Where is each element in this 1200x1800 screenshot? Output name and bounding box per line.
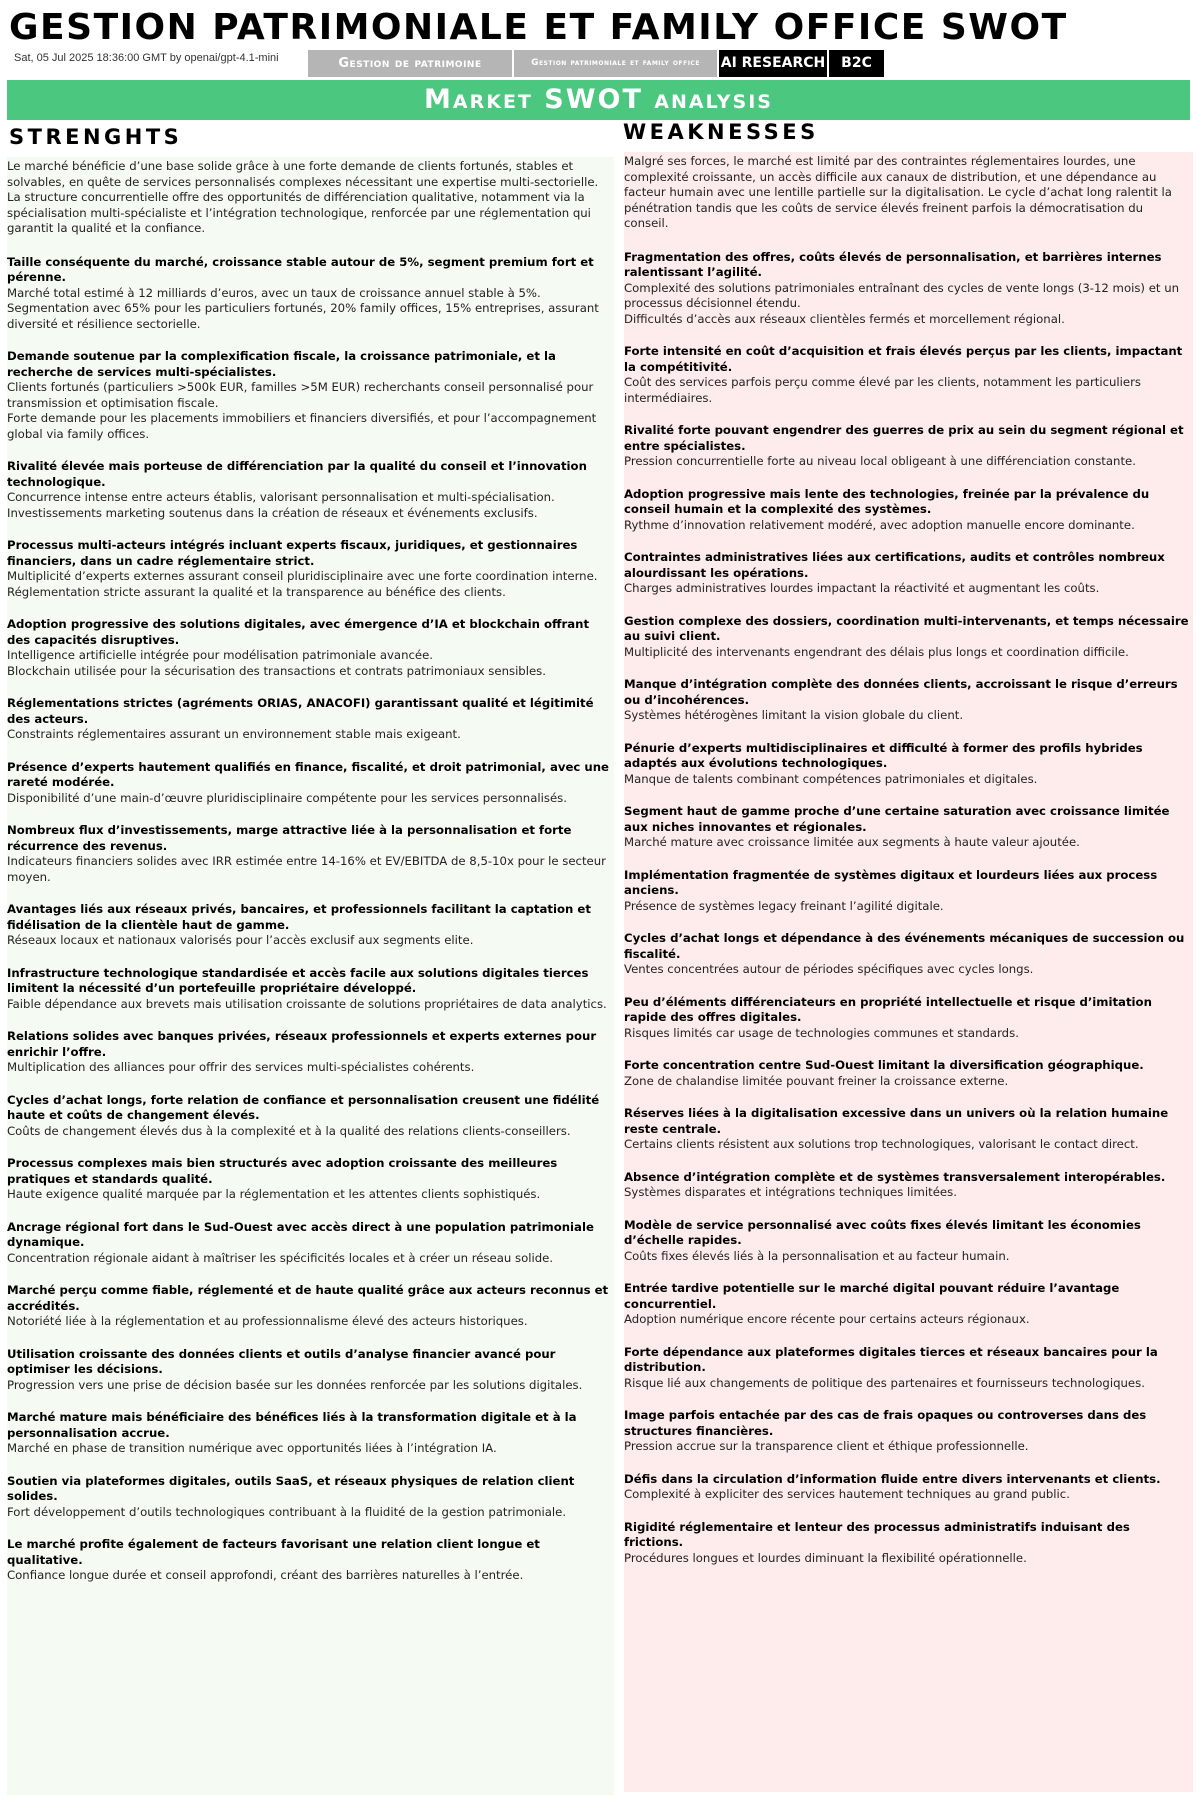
strengths-list [7, 255, 612, 1584]
strength-item-body: Multiplicité d’experts externes assurant conseil pluridisciplinaire avec une forte coordination interne. Réglementation stricte assurant la qualité et la transparence au bénéfice des clients. [7, 569, 598, 599]
strength-item [7, 617, 612, 679]
strength-item [7, 1347, 612, 1394]
weakness-item [624, 1408, 1189, 1455]
weakness-item-body: Risque lié aux changements de politique des partenaires et fournisseurs technologiques. [624, 1375, 1145, 1390]
strength-item-body: Intelligence artificielle intégrée pour modélisation patrimoniale avancée. Blockchain utilisée pour la sécurisation des transactions et contrats patrimoniaux sensibles. [7, 648, 546, 678]
weakness-item [624, 1281, 1189, 1328]
weaknesses-list [624, 250, 1189, 1567]
strength-item [7, 823, 612, 885]
tag-gestion-de-patrimoine: Gestion de patrimoine [308, 50, 512, 77]
strength-item-body: Marché en phase de transition numérique avec opportunités liées à l’intégration IA. [7, 1441, 497, 1455]
weakness-item-body: Manque de talents combinant compétences patrimoniales et digitales. [624, 771, 1038, 786]
weakness-item-body: Rythme d’innovation relativement modéré, avec adoption manuelle encore dominante. [624, 517, 1135, 532]
weaknesses-heading: WEAKNESSES [623, 120, 819, 144]
weakness-item [624, 550, 1189, 597]
strength-item-title: Infrastructure technologique standardisée et accès facile aux solutions digitales tierces limitent la nécessité d’un portefeuille propriétaire développé. [7, 965, 589, 995]
strength-item-body: Constraints réglementaires assurant un environnement stable mais exigeant. [7, 727, 461, 741]
strength-item-title: Relations solides avec banques privées, réseaux professionnels et experts externes pour enrichir l’offre. [7, 1029, 597, 1059]
strength-item [7, 966, 612, 1013]
weakness-item-body: Marché mature avec croissance limitée aux segments à haute valeur ajoutée. [624, 835, 1080, 849]
strength-item-title: Le marché profite également de facteurs favorisant une relation client longue et qualitative. [7, 1537, 540, 1567]
weakness-item-body: Pression accrue sur la transparence client et éthique professionnelle. [624, 1439, 1029, 1453]
weakness-item-title: Rivalité forte pouvant engendrer des guerres de prix au sein du segment régional et entre spécialistes. [624, 423, 1184, 453]
weakness-item-title: Forte dépendance aux plateformes digitales tierces et réseaux bancaires pour la distribution. [624, 1344, 1158, 1374]
strength-item-title: Processus multi-acteurs intégrés incluant experts fiscaux, juridiques, et gestionnaires financiers, dans un cadre réglementaire strict. [7, 538, 578, 568]
strength-item [7, 1029, 612, 1076]
strength-item-body: Haute exigence qualité marquée par la réglementation et les attentes clients sophistiqués. [7, 1187, 541, 1201]
weakness-item-body: Procédures longues et lourdes diminuant la flexibilité opérationnelle. [624, 1550, 1027, 1565]
weakness-item [624, 1520, 1189, 1567]
strength-item-title: Nombreux flux d’investissements, marge attractive liée à la personnalisation et forte récurrence des revenus. [7, 823, 572, 853]
weakness-item-title: Implémentation fragmentée de systèmes digitaux et lourdeurs liées aux process anciens. [624, 867, 1158, 897]
weakness-item [624, 487, 1189, 534]
strengths-intro: Le marché bénéficie d’une base solide grâce à une forte demande de clients fortunés, stables et solvables, en quête de services personnalisés complexes nécessitant une expertise multi-sectorielle. La structure concurrentielle offre des opportunités de différenciation qualitative, notamment via la spécialisation multi-spécialiste et l’intégration technologique, renforcée par une réglementation qui garantit la qualité et la confiance. [7, 159, 599, 235]
strength-item-title: Présence d’experts hautement qualifiés en finance, fiscalité, et droit patrimonial, avec une rareté modérée. [7, 759, 609, 789]
weakness-item-body: Systèmes disparates et intégrations techniques limitées. [624, 1185, 957, 1199]
weakness-item-body: Complexité à expliciter des services hautement techniques au grand public. [624, 1487, 1070, 1501]
weakness-item-title: Manque d’intégration complète des données clients, accroissant le risque d’erreurs ou d’incohérences. [624, 677, 1178, 707]
strength-item [7, 538, 612, 600]
weakness-item [624, 1472, 1189, 1503]
weakness-item-body: Coût des services parfois perçu comme élevé par les clients, notamment les particuliers intermédiaires. [624, 375, 1142, 405]
weakness-item-body: Risques limités car usage de technologies communes et standards. [624, 1025, 1019, 1040]
weakness-item [624, 614, 1189, 661]
strength-item [7, 1220, 612, 1267]
weakness-item [624, 1058, 1189, 1089]
weakness-item-body: Zone de chalandise limitée pouvant freiner la croissance externe. [624, 1073, 1009, 1088]
tag-b2c: B2C [829, 50, 884, 77]
weakness-item-title: Segment haut de gamme proche d’une certaine saturation avec croissance limitée aux niches innovantes et régionales. [624, 804, 1170, 834]
strength-item [7, 1410, 612, 1457]
weakness-item [624, 995, 1189, 1042]
weakness-item-title: Réserves liées à la digitalisation excessive dans un univers où la relation humaine reste centrale. [624, 1106, 1169, 1136]
strength-item-body: Réseaux locaux et nationaux valorisés pour l’accès exclusif aux segments elite. [7, 933, 474, 947]
strength-item-title: Avantages liés aux réseaux privés, bancaires, et professionnels facilitant la captation et fidélisation de la clientèle haut de gamme. [7, 902, 591, 932]
timestamp: Sat, 05 Jul 2025 18:36:00 GMT by openai/gpt-4.1-mini [14, 52, 279, 64]
weakness-item-body: Adoption numérique encore récente pour certains acteurs régionaux. [624, 1312, 1030, 1326]
weakness-item-body: Complexité des solutions patrimoniales entraînant des cycles de vente longs (3-12 mois) et un processus décisionnel étendu. Difficultés d’accès aux réseaux clientèles fermés et morcellement régional. [624, 280, 1180, 326]
strength-item-body: Marché total estimé à 12 milliards d’euros, avec un taux de croissance annuel stable à 5%. Segmentation avec 65% pour les particuliers fortunés, 20% family offices, 15% entreprises, assurant diversité et résilience sectorielle. [7, 285, 599, 331]
weakness-item-body: Pression concurrentielle forte au niveau local obligeant à une différenciation constante. [624, 454, 1136, 468]
strength-item [7, 1283, 612, 1330]
strength-item-body: Indicateurs financiers solides avec IRR estimée entre 14-16% et EV/EBITDA de 8,5-10x pour le secteur moyen. [7, 854, 606, 884]
strength-item-title: Utilisation croissante des données clients et outils d’analyse financier avancé pour optimiser les décisions. [7, 1346, 556, 1376]
weakness-item [624, 931, 1189, 978]
strength-item-title: Réglementations strictes (agréments ORIAS, ANACOFI) garantissant qualité et légitimité des acteurs. [7, 696, 594, 726]
weakness-item [624, 344, 1189, 406]
strength-item-body: Fort développement d’outils technologiques contribuant à la fluidité de la gestion patrimoniale. [7, 1504, 567, 1519]
strength-item [7, 1156, 612, 1203]
strength-item-title: Demande soutenue par la complexification fiscale, la croissance patrimoniale, et la recherche de services multi-spécialistes. [7, 349, 556, 379]
strength-item-body: Coûts de changement élevés dus à la complexité et à la qualité des relations clients-conseillers. [7, 1123, 571, 1138]
strength-item [7, 760, 612, 807]
weakness-item-body: Charges administratives lourdes impactant la réactivité et augmentant les coûts. [624, 581, 1100, 595]
weakness-item-title: Pénurie d’experts multidisciplinaires et difficulté à former des profils hybrides adaptés aux évolutions technologiques. [624, 740, 1143, 770]
strength-item-title: Processus complexes mais bien structurés avec adoption croissante des meilleures pratiques et standards qualité. [7, 1156, 558, 1186]
strength-item [7, 902, 612, 949]
weakness-item-title: Cycles d’achat longs et dépendance à des événements mécaniques de succession ou fiscalité. [624, 931, 1185, 961]
strengths-panel [7, 157, 614, 1795]
weakness-item-title: Forte intensité en coût d’acquisition et frais élevés perçus par les clients, impactant la compétitivité. [624, 344, 1183, 374]
strength-item [7, 1474, 612, 1521]
weakness-item-title: Adoption progressive mais lente des technologies, freinée par la prévalence du conseil humain et la complexité des systèmes. [624, 486, 1150, 516]
strength-item-body: Faible dépendance aux brevets mais utilisation croissante de solutions propriétaires de data analytics. [7, 996, 607, 1011]
strength-item-title: Rivalité élevée mais porteuse de différenciation par la qualité du conseil et l’innovation technologique. [7, 459, 587, 489]
strength-item [7, 255, 612, 333]
weakness-item [624, 423, 1189, 470]
strength-item-body: Multiplication des alliances pour offrir des services multi-spécialistes cohérents. [7, 1060, 475, 1074]
weakness-item [624, 1106, 1189, 1153]
weakness-item [624, 804, 1189, 851]
strength-item-body: Concentration régionale aidant à maîtriser les spécificités locales et à créer un réseau solide. [7, 1250, 554, 1265]
weaknesses-panel [624, 152, 1193, 1792]
weakness-item-title: Forte concentration centre Sud-Ouest limitant la diversification géographique. [624, 1058, 1144, 1072]
weaknesses-intro: Malgré ses forces, le marché est limité par des contraintes réglementaires lourdes, une complexité croissante, un accès difficile aux canaux de distribution, et une dépendance au facteur humain avec une lentille partielle sur la digitalisation. Le cycle d’achat long ralentit la pénétration tandis que les coûts de service élevés freinent parfois la démocratisation du conseil. [624, 154, 1172, 230]
strength-item [7, 459, 612, 521]
weakness-item [624, 1218, 1189, 1265]
strength-item-title: Ancrage régional fort dans le Sud-Ouest avec accès direct à une population patrimoniale dynamique. [7, 1219, 594, 1249]
strength-item [7, 1093, 612, 1140]
strength-item-body: Confiance longue durée et conseil approfondi, créant des barrières naturelles à l’entrée. [7, 1568, 524, 1582]
weakness-item-title: Entrée tardive potentielle sur le marché digital pouvant réduire l’avantage concurrentiel. [624, 1281, 1120, 1311]
strength-item-title: Marché perçu comme fiable, réglementé et de haute qualité grâce aux acteurs reconnus et accrédités. [7, 1283, 609, 1313]
tag-gestion-patrimoniale-family-office: Gestion patrimoniale et family office [514, 50, 717, 77]
weakness-item-body: Systèmes hétérogènes limitant la vision globale du client. [624, 708, 964, 722]
weakness-item-title: Image parfois entachée par des cas de frais opaques ou controverses dans des structures financières. [624, 1408, 1147, 1438]
weakness-item-body: Certains clients résistent aux solutions trop technologiques, valorisant le contact direct. [624, 1137, 1139, 1151]
weakness-item-body: Multiplicité des intervenants engendrant des délais plus longs et coordination difficile. [624, 644, 1129, 659]
strength-item-body: Concurrence intense entre acteurs établis, valorisant personnalisation et multi-spécialisation. Investissements marketing soutenus dans la création de réseaux et événements exclusifs. [7, 490, 555, 520]
weakness-item-title: Rigidité réglementaire et lenteur des processus administratifs induisant des frictions. [624, 1519, 1130, 1549]
strength-item [7, 1537, 612, 1584]
weakness-item-title: Absence d’intégration complète et de systèmes transversalement interopérables. [624, 1169, 1166, 1184]
weakness-item-title: Modèle de service personnalisé avec coûts fixes élevés limitant les économies d’échelle rapides. [624, 1217, 1141, 1247]
strength-item-title: Marché mature mais bénéficiaire des bénéfices liés à la transformation digitale et à la personnalisation accrue. [7, 1410, 577, 1440]
strength-item-title: Soutien via plateformes digitales, outils SaaS, et réseaux physiques de relation client solides. [7, 1473, 575, 1503]
weakness-item-title: Peu d’éléments différenciateurs en propriété intellectuelle et risque d’imitation rapide des offres digitales. [624, 994, 1152, 1024]
strength-item-title: Taille conséquente du marché, croissance stable autour de 5%, segment premium fort et pérenne. [7, 254, 594, 284]
weakness-item [624, 677, 1189, 724]
page-title: GESTION PATRIMONIALE ET FAMILY OFFICE SWOT [9, 7, 1068, 48]
weakness-item [624, 250, 1189, 328]
weakness-item [624, 1170, 1189, 1201]
weakness-item-title: Défis dans la circulation d’information fluide entre divers intervenants et clients. [624, 1471, 1161, 1486]
tag-ai-research: AI RESEARCH [719, 50, 827, 77]
weakness-item-body: Ventes concentrées autour de périodes spécifiques avec cycles longs. [624, 962, 1034, 976]
strength-item-body: Notoriété liée à la réglementation et au professionnalisme élevé des acteurs historiques. [7, 1314, 528, 1328]
strength-item-title: Cycles d’achat longs, forte relation de confiance et personnalisation creusent une fidélité haute et coûts de changement élevés. [7, 1092, 600, 1122]
strength-item [7, 696, 612, 743]
weakness-item [624, 1345, 1189, 1392]
strength-item [7, 349, 612, 442]
meta-row [8, 50, 1200, 78]
weakness-item-title: Gestion complexe des dossiers, coordination multi-intervenants, et temps nécessaire au suivi client. [624, 613, 1189, 643]
strengths-heading: STRENGHTS [9, 125, 183, 149]
weakness-item [624, 741, 1189, 788]
weakness-item-body: Coûts fixes élevés liés à la personnalisation et au facteur humain. [624, 1248, 1010, 1263]
weakness-item [624, 868, 1189, 915]
weakness-item-body: Présence de systèmes legacy freinant l’agilité digitale. [624, 898, 944, 913]
strength-item-title: Adoption progressive des solutions digitales, avec émergence d’IA et blockchain offrant des capacités disruptives. [7, 617, 590, 647]
strength-item-body: Clients fortunés (particuliers >500k EUR, familles >5M EUR) recherchants conseil personnalisé pour transmission et optimisation fiscale. Forte demande pour les placements immobiliers et financiers diversifiés, et pour l’accompagnement global via family offices. [7, 380, 597, 441]
swot-banner: Market SWOT analysis [7, 80, 1190, 120]
strength-item-body: Disponibilité d’une main-d’œuvre pluridisciplinaire compétente pour les services personnalisés. [7, 790, 567, 805]
weakness-item-title: Contraintes administratives liées aux certifications, audits et contrôles nombreux alourdissant les opérations. [624, 550, 1165, 580]
strength-item-body: Progression vers une prise de décision basée sur les données renforcée par les solutions digitales. [7, 1377, 583, 1392]
weakness-item-title: Fragmentation des offres, coûts élevés de personnalisation, et barrières internes ralentissant l’agilité. [624, 249, 1162, 279]
